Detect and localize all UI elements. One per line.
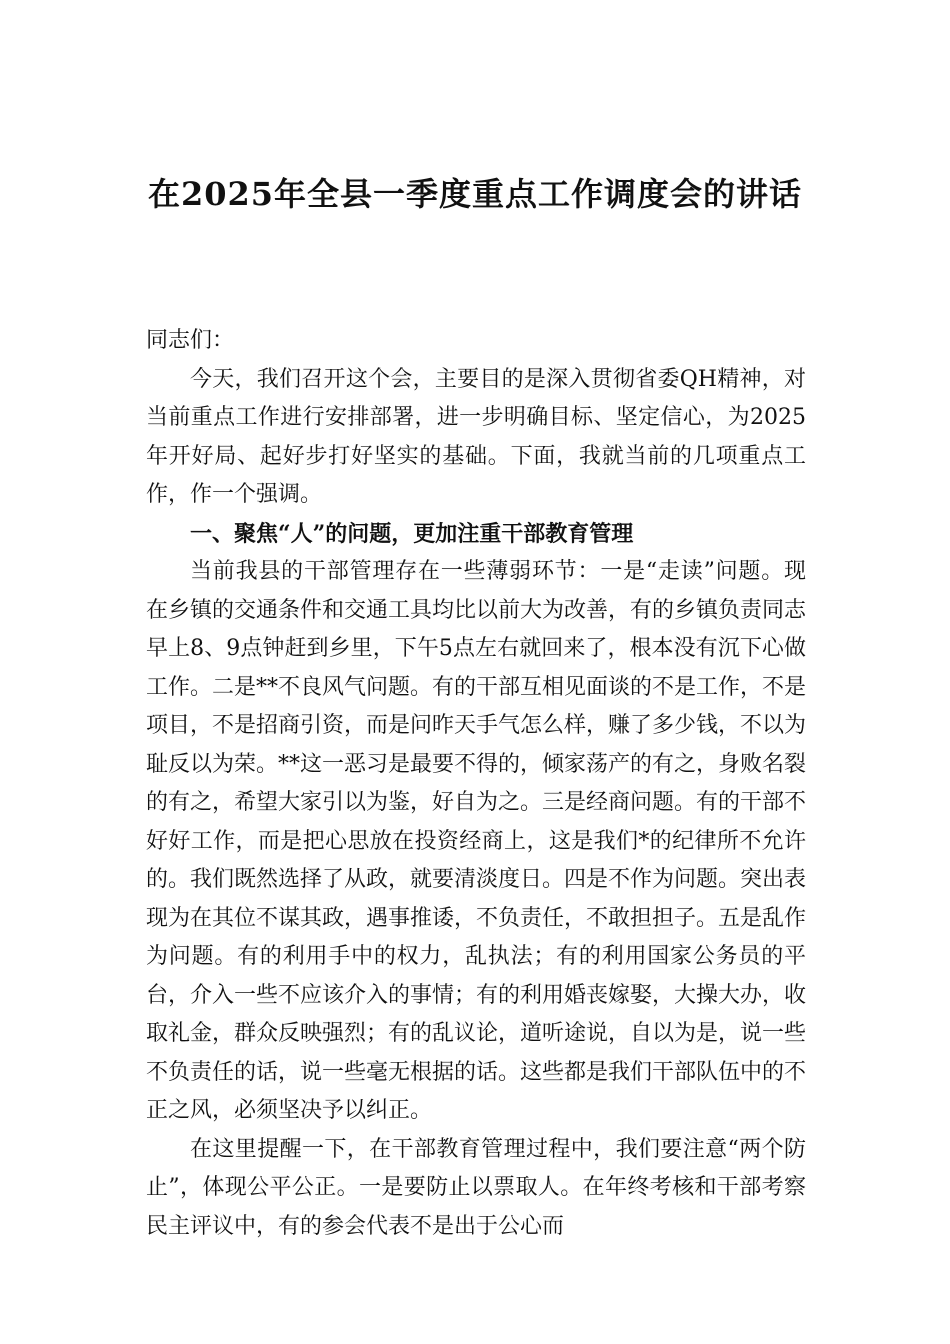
document-body: [146, 322, 806, 1246]
body-paragraph: 在这里提醒一下，在干部教育管理过程中，我们要注意“两个防止”，体现公平公正。一是要防止以票取人。在年终考核和干部考察民主评议中，有的参会代表不是出于公心而: [146, 1136, 806, 1239]
section-heading: 一、聚焦“人”的问题，更加注重干部教育管理: [190, 520, 634, 547]
document-title: 在2025年全县一季度重点工作调度会的讲话: [147, 175, 803, 213]
intro-paragraph: 今天，我们召开这个会，主要目的是深入贯彻省委QH精神，对当前重点工作进行安排部署，进一步明确目标、坚定信心，为2025年开好局、起好步打好坚实的基础。下面，我就当前的几项重点工作，作一个强调。: [146, 366, 806, 507]
salutation: 同志们：: [146, 328, 235, 353]
body-paragraph: 当前我县的干部管理存在一些薄弱环节：一是“走读”问题。现在乡镇的交通条件和交通工具均比以前大为改善，有的乡镇负责同志早上8、9点钟赶到乡里，下午5点左右就回来了，根本没有沉下心做工作。二是**不良风气问题。有的干部互相见面谈的不是工作，不是项目，不是招商引资，而是问昨天手气怎么样，赚了多少钱，不以为耻反以为荣。**这一恶习是最要不得的，倾家荡产的有之，身败名裂的有之，希望大家引以为鉴，好自为之。三是经商问题。有的干部不好好工作，而是把心思放在投资经商上，这是我们*的纪律所不允许的。我们既然选择了从政，就要清淡度日。四是不作为问题。突出表现为在其位不谋其政，遇事推诿，不负责任，不敢担担子。五是乱作为问题。有的利用手中的权力，乱执法；有的利用国家公务员的平台，介入一些不应该介入的事情；有的利用婚丧嫁娶，大操大办，收取礼金，群众反映强烈；有的乱议论，道听途说，自以为是，说一些不负责任的话，说一些毫无根据的话。这些都是我们干部队伍中的不正之风，必须坚决予以纠正。: [146, 559, 807, 1123]
